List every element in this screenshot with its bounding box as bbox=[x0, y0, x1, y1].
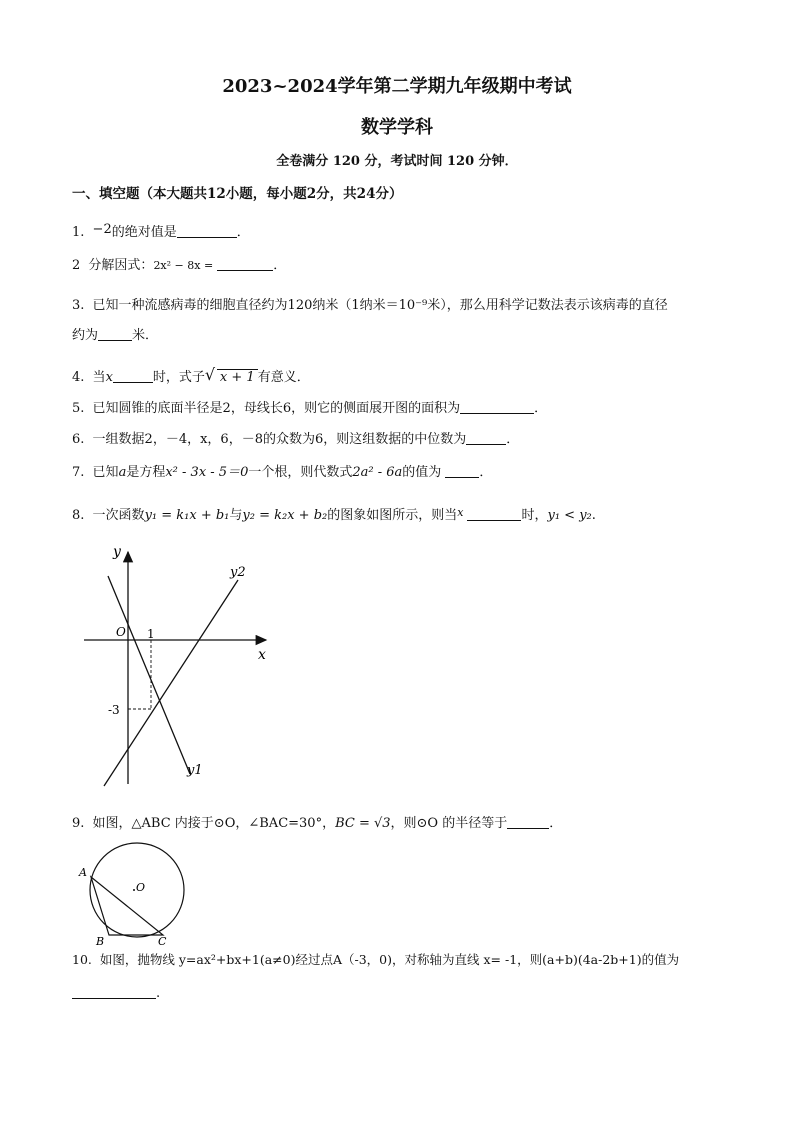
answer-blank[interactable] bbox=[445, 463, 479, 478]
question-end: ． bbox=[506, 432, 520, 447]
center-point bbox=[133, 889, 135, 891]
question-text: 与 bbox=[229, 508, 243, 523]
square-root-expression: √ x + 1 bbox=[205, 368, 258, 388]
question-text: 如图，抛物线 y=ax²+bx+1(a≠0)经过点A（-3，0)，对称轴为直线 x= -1，则(a+b)(4a-2b+1)的值为 bbox=[99, 952, 680, 967]
question-3-continued bbox=[72, 326, 158, 346]
answer-blank[interactable] bbox=[72, 984, 156, 999]
question-7 bbox=[72, 463, 492, 483]
line-y1 bbox=[108, 576, 190, 774]
question-number: 5. bbox=[72, 401, 85, 416]
question-number: 3. bbox=[72, 298, 85, 313]
question-text: 已知圆锥的底面半径是2，母线长6，则它的侧面展开图的面积为 bbox=[92, 401, 461, 416]
question-end: ． bbox=[273, 258, 287, 273]
exam-info: 全卷满分 120 分，考试时间 120 分钟． bbox=[276, 154, 518, 169]
question-end: ． bbox=[236, 225, 250, 240]
answer-blank[interactable] bbox=[98, 326, 132, 341]
question-text: 约为 bbox=[72, 328, 99, 343]
answer-blank[interactable] bbox=[460, 399, 534, 414]
question-end: . bbox=[591, 508, 596, 523]
question-10-continued bbox=[72, 984, 160, 1004]
line-y1-label: y1 bbox=[187, 763, 203, 778]
subject-title: 数学学科 bbox=[361, 117, 433, 138]
answer-blank[interactable] bbox=[467, 506, 521, 521]
question-text: 米． bbox=[132, 328, 159, 343]
question-number: 2 bbox=[72, 258, 81, 273]
answer-blank[interactable] bbox=[177, 223, 237, 238]
question-number: 8. bbox=[72, 508, 85, 523]
question-text: 有意义． bbox=[257, 370, 310, 385]
question-text: 一次函数 bbox=[92, 508, 145, 523]
question-text: 的值为 bbox=[402, 465, 442, 480]
math-variable: a bbox=[118, 465, 127, 480]
question-end: ． bbox=[479, 465, 493, 480]
question-text: 当 bbox=[92, 370, 106, 385]
line-y2-label: y2 bbox=[230, 565, 246, 580]
question-text: 时， bbox=[521, 508, 548, 523]
question-6 bbox=[72, 430, 519, 450]
question-number: 1. bbox=[72, 225, 85, 240]
radicand: x + 1 bbox=[217, 369, 258, 385]
function-y2: y₂ = k₂x + b₂ bbox=[242, 508, 328, 523]
exam-title: 2023~2024学年第二学期九年级期中考试 bbox=[222, 76, 572, 97]
answer-blank[interactable] bbox=[466, 430, 506, 445]
math-equation: x² - 3x - 5＝0 bbox=[165, 465, 249, 480]
tick-label-1: 1 bbox=[147, 627, 155, 641]
question-number: 4. bbox=[72, 370, 85, 385]
line-y2 bbox=[104, 580, 238, 786]
math-expression: 2x² − 8x = bbox=[153, 259, 214, 272]
linear-functions-graph bbox=[80, 538, 280, 788]
math-variable: x bbox=[105, 370, 113, 385]
question-text: 如图，△ABC 内接于⊙O，∠BAC=30°， bbox=[92, 816, 336, 831]
question-number: 6. bbox=[72, 432, 85, 447]
y-axis-label: y bbox=[113, 544, 121, 560]
answer-blank[interactable] bbox=[217, 256, 273, 271]
question-end: ． bbox=[549, 816, 563, 831]
point-b-label: B bbox=[96, 935, 105, 946]
question-text: 已知一种流感病毒的细胞直径约为120纳米（1纳米＝10⁻⁹米），那么用科学记数法表示该病毒的直径 bbox=[92, 298, 668, 313]
point-c-label: C bbox=[158, 935, 167, 946]
question-text: 的图象如图所示，则当 bbox=[327, 508, 458, 523]
question-1 bbox=[72, 220, 250, 243]
question-end: . bbox=[156, 986, 161, 1001]
question-text: ，则⊙O 的半径等于 bbox=[390, 816, 508, 831]
question-text: 一组数据2，－4，x，6，－8的众数为6，则这组数据的中位数为 bbox=[92, 432, 467, 447]
question-number: 10. bbox=[72, 952, 92, 967]
question-2 bbox=[72, 256, 286, 276]
origin-label: O bbox=[116, 625, 126, 639]
question-4 bbox=[72, 365, 310, 388]
question-number: 7. bbox=[72, 465, 85, 480]
question-text: 时，式子 bbox=[152, 370, 205, 385]
answer-blank[interactable] bbox=[507, 814, 549, 829]
center-o-label: O bbox=[136, 881, 146, 894]
question-8 bbox=[72, 503, 596, 526]
question-text: 分解因式： bbox=[88, 258, 154, 273]
question-text: 已知 bbox=[92, 465, 119, 480]
x-axis-label: x bbox=[258, 647, 266, 663]
triangle-abc bbox=[91, 877, 163, 935]
math-inequality: y₁ < y₂ bbox=[547, 508, 592, 523]
inscribed-triangle-figure bbox=[76, 842, 188, 946]
question-5 bbox=[72, 399, 547, 419]
math-expression: 2a² - 6a bbox=[352, 465, 403, 480]
math-expression: −2 bbox=[92, 222, 112, 237]
math-variable: x bbox=[457, 506, 464, 519]
question-number: 9. bbox=[72, 816, 85, 831]
question-9 bbox=[72, 814, 562, 834]
question-text: 是方程 bbox=[126, 465, 166, 480]
question-text: 一个根，则代数式 bbox=[248, 465, 353, 480]
function-y1: y₁ = k₁x + b₁ bbox=[144, 508, 230, 523]
point-a-label: A bbox=[79, 866, 87, 879]
question-end: ． bbox=[534, 401, 548, 416]
math-expression: BC = √3 bbox=[335, 816, 391, 831]
tick-label-neg3: -3 bbox=[108, 703, 120, 717]
question-text: 的绝对值是 bbox=[111, 225, 177, 240]
question-3 bbox=[72, 296, 668, 316]
question-10 bbox=[72, 950, 679, 970]
answer-blank[interactable] bbox=[113, 368, 153, 383]
section-heading: 一、填空题（本大题共12小题，每小题2分，共24分） bbox=[72, 186, 403, 202]
